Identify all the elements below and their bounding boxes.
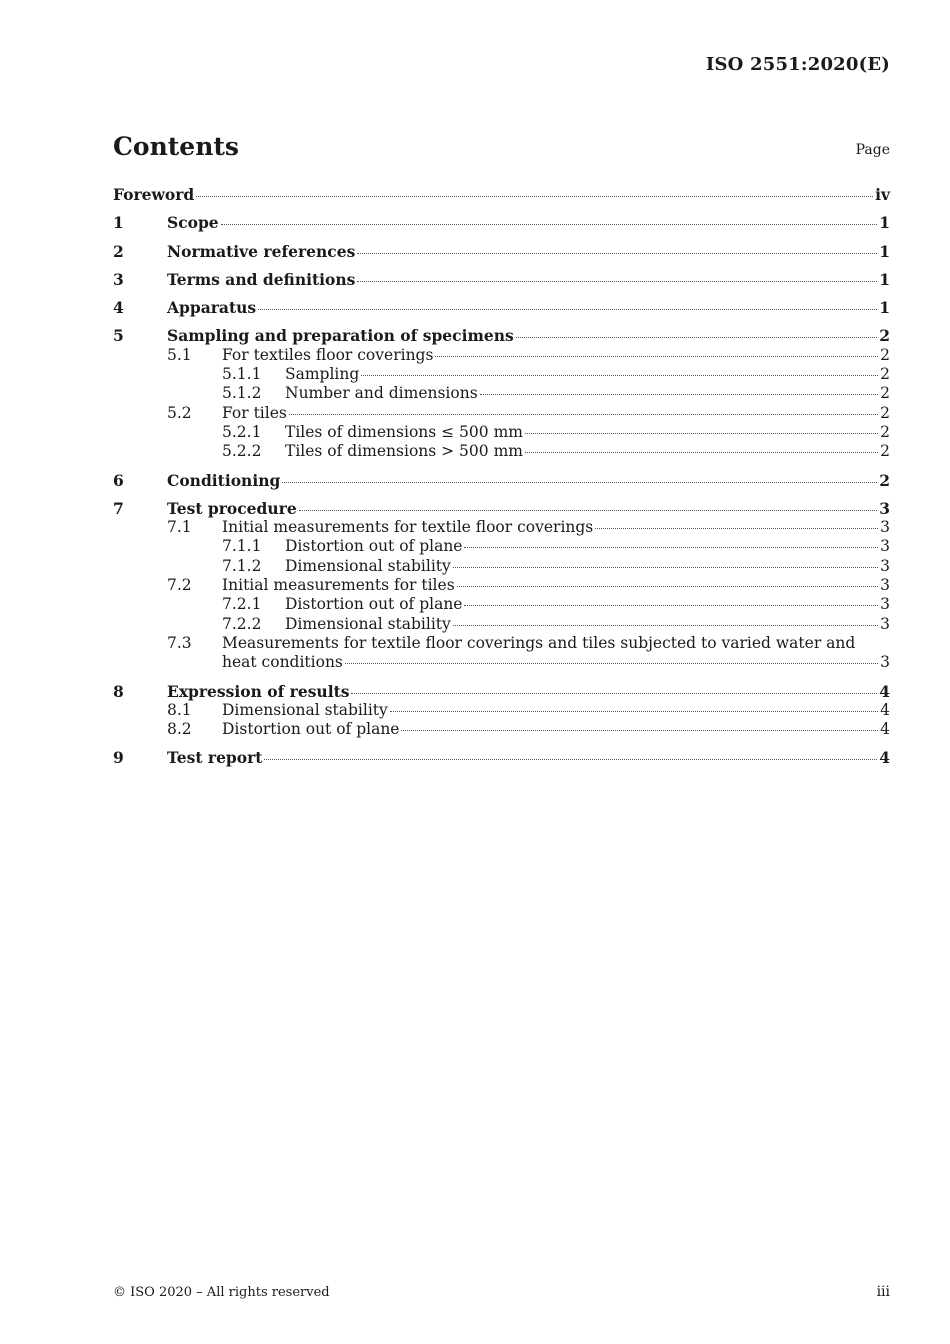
toc-entry-number: 5.2.1 xyxy=(222,422,262,441)
toc-entry-number: 7.2.1 xyxy=(222,595,262,614)
toc-entry-title: Initial measurements for tiles xyxy=(222,576,455,595)
dot-leader xyxy=(351,692,877,694)
toc-entry-page: iv xyxy=(875,185,890,204)
toc-entry-page: 2 xyxy=(880,442,890,461)
toc-entry-number: 6 xyxy=(113,470,124,490)
toc-entry-number: 1 xyxy=(113,213,124,233)
toc-entry-1[interactable] xyxy=(113,213,890,232)
toc-entry-7-3-continued[interactable] xyxy=(113,653,890,672)
toc-entry-page: 2 xyxy=(880,365,890,384)
dot-leader xyxy=(464,546,878,548)
contents-heading: Contents xyxy=(113,132,240,161)
toc-entry-title: Normative references xyxy=(167,241,356,261)
dot-leader xyxy=(453,566,878,568)
dot-leader xyxy=(480,393,878,395)
toc-entry-8[interactable] xyxy=(113,682,890,701)
toc-entry-page: 1 xyxy=(879,213,890,233)
toc-entry-page: 2 xyxy=(880,403,890,422)
toc-entry-page: 3 xyxy=(880,576,890,595)
toc-entry-title: For tiles xyxy=(222,403,287,422)
toc-entry-6[interactable] xyxy=(113,471,890,490)
toc-entry-8-1[interactable] xyxy=(113,701,890,720)
toc-entry-title: Terms and definitions xyxy=(167,269,356,289)
toc-entry-title: Dimensional stability xyxy=(222,700,388,719)
dot-leader xyxy=(299,509,878,511)
dot-leader xyxy=(282,481,877,483)
toc-entry-number: 7.1.2 xyxy=(222,556,262,575)
toc-entry-number: 3 xyxy=(113,269,124,289)
toc-entry-9[interactable] xyxy=(113,748,890,767)
toc-entry-number: 8.1 xyxy=(167,700,192,719)
toc-entry-7-1-2[interactable] xyxy=(113,557,890,576)
dot-leader xyxy=(595,527,878,529)
toc-entry-title: Scope xyxy=(167,213,219,233)
dot-leader xyxy=(289,413,878,415)
toc-entry-title: Conditioning xyxy=(167,470,281,490)
toc-entry-title: Sampling and preparation of specimens xyxy=(167,326,514,346)
toc-entry-number: 4 xyxy=(113,298,124,318)
toc-entry-page: 3 xyxy=(880,537,890,556)
toc-entry-page: 4 xyxy=(880,720,890,739)
toc-entry-page: 3 xyxy=(880,614,890,633)
toc-entry-number: 7.2 xyxy=(167,576,192,595)
toc-entry-page: 3 xyxy=(879,498,890,518)
dot-leader xyxy=(464,604,878,606)
toc-entry-3[interactable] xyxy=(113,270,890,289)
toc-entry-title: Dimensional stability xyxy=(285,614,451,633)
dot-leader xyxy=(390,710,878,712)
dot-leader xyxy=(453,624,878,626)
toc-entry-title: Number and dimensions xyxy=(285,384,478,403)
toc-entry-number: 5.2.2 xyxy=(222,442,262,461)
toc-entry-title: Tiles of dimensions ≤ 500 mm xyxy=(285,422,523,441)
toc-entry-7-2-1[interactable] xyxy=(113,595,890,614)
dot-leader xyxy=(435,355,878,357)
dot-leader xyxy=(525,432,878,434)
toc-entry-5-1[interactable] xyxy=(113,346,890,365)
dot-leader xyxy=(357,252,877,254)
toc-entry-title: Foreword xyxy=(113,185,195,204)
toc-entry-7-1-1[interactable] xyxy=(113,537,890,556)
dot-leader xyxy=(221,223,878,225)
toc-entry-page: 2 xyxy=(879,470,890,490)
toc-entry-number: 5.2 xyxy=(167,403,192,422)
toc-entry-page: 4 xyxy=(879,748,890,768)
toc-entry-page: 1 xyxy=(879,269,890,289)
toc-entry-8-2[interactable] xyxy=(113,720,890,739)
toc-entry-number: 5.1 xyxy=(167,345,192,364)
dot-leader xyxy=(345,662,878,664)
toc-entry-title: Distortion out of plane xyxy=(222,720,400,739)
dot-leader xyxy=(258,308,877,310)
toc-entry-page: 4 xyxy=(880,700,890,719)
toc-entry-5-1-1[interactable] xyxy=(113,365,890,384)
dot-leader xyxy=(264,758,877,760)
document-id: ISO 2551:2020(E) xyxy=(705,54,890,75)
toc-entry-7-2-2[interactable] xyxy=(113,615,890,634)
toc-entry-7-3[interactable] xyxy=(113,634,890,653)
page-number: iii xyxy=(876,1284,890,1300)
dot-leader xyxy=(357,280,877,282)
toc-entry-title: Test procedure xyxy=(167,498,297,518)
page-column-label: Page xyxy=(855,142,890,158)
toc-entry-page: 2 xyxy=(880,384,890,403)
toc-entry-title: Expression of results xyxy=(167,681,350,701)
toc-entry-5-2[interactable] xyxy=(113,404,890,423)
toc-entry-5-2-2[interactable] xyxy=(113,442,890,461)
toc-entry-title: Initial measurements for textile floor coverings xyxy=(222,518,594,537)
toc-entry-number: 7.2.2 xyxy=(222,614,262,633)
toc-entry-5[interactable] xyxy=(113,326,890,345)
toc-entry-number: 7 xyxy=(113,498,124,518)
toc-entry-page: 3 xyxy=(880,518,890,537)
toc-entry-page: 4 xyxy=(879,681,890,701)
toc-entry-number: 8 xyxy=(113,681,124,701)
dot-leader xyxy=(401,729,878,731)
toc-entry-number: 7.1 xyxy=(167,518,192,537)
toc-entry-page: 1 xyxy=(879,241,890,261)
toc-entry-title: Test report xyxy=(167,748,263,768)
toc-entry-number: 5.1.1 xyxy=(222,365,262,384)
toc-entry-number: 5.1.2 xyxy=(222,384,262,403)
toc-entry-title: Measurements for textile floor coverings and tiles subjected to varied water and xyxy=(222,633,856,652)
toc-entry-number: 7.3 xyxy=(167,633,192,652)
toc-entry-title: Tiles of dimensions > 500 mm xyxy=(285,442,523,461)
toc-entry-7-1[interactable] xyxy=(113,518,890,537)
toc-entry-page: 3 xyxy=(880,595,890,614)
toc-entry-number: 5 xyxy=(113,326,124,346)
table-of-contents xyxy=(113,185,890,768)
toc-entry-page: 1 xyxy=(879,298,890,318)
toc-entry-title-continued: heat conditions xyxy=(222,653,343,672)
toc-entry-number: 8.2 xyxy=(167,720,192,739)
toc-entry-page: 2 xyxy=(880,422,890,441)
toc-entry-4[interactable] xyxy=(113,298,890,317)
dot-leader xyxy=(516,336,877,338)
toc-entry-number: 9 xyxy=(113,748,124,768)
toc-entry-title: Apparatus xyxy=(167,298,257,318)
toc-entry-title: Sampling xyxy=(285,365,360,384)
toc-entry-2[interactable] xyxy=(113,242,890,261)
toc-entry-page: 2 xyxy=(880,345,890,364)
toc-entry-number: 2 xyxy=(113,241,124,261)
toc-entry-page: 3 xyxy=(880,653,890,672)
toc-entry-5-1-2[interactable] xyxy=(113,384,890,403)
toc-entry-foreword[interactable] xyxy=(113,185,890,204)
dot-leader xyxy=(457,585,878,587)
dot-leader xyxy=(361,374,878,376)
dot-leader xyxy=(525,451,878,453)
toc-entry-page: 2 xyxy=(879,326,890,346)
toc-entry-title: Distortion out of plane xyxy=(285,537,463,556)
dot-leader xyxy=(196,195,873,197)
toc-entry-7[interactable] xyxy=(113,499,890,518)
toc-entry-title: For textiles floor coverings xyxy=(222,345,434,364)
toc-entry-title: Distortion out of plane xyxy=(285,595,463,614)
toc-entry-7-2[interactable] xyxy=(113,576,890,595)
copyright-notice: © ISO 2020 – All rights reserved xyxy=(113,1285,330,1300)
toc-entry-page: 3 xyxy=(880,556,890,575)
toc-entry-number: 7.1.1 xyxy=(222,537,262,556)
toc-entry-title: Dimensional stability xyxy=(285,556,451,575)
toc-entry-5-2-1[interactable] xyxy=(113,423,890,442)
